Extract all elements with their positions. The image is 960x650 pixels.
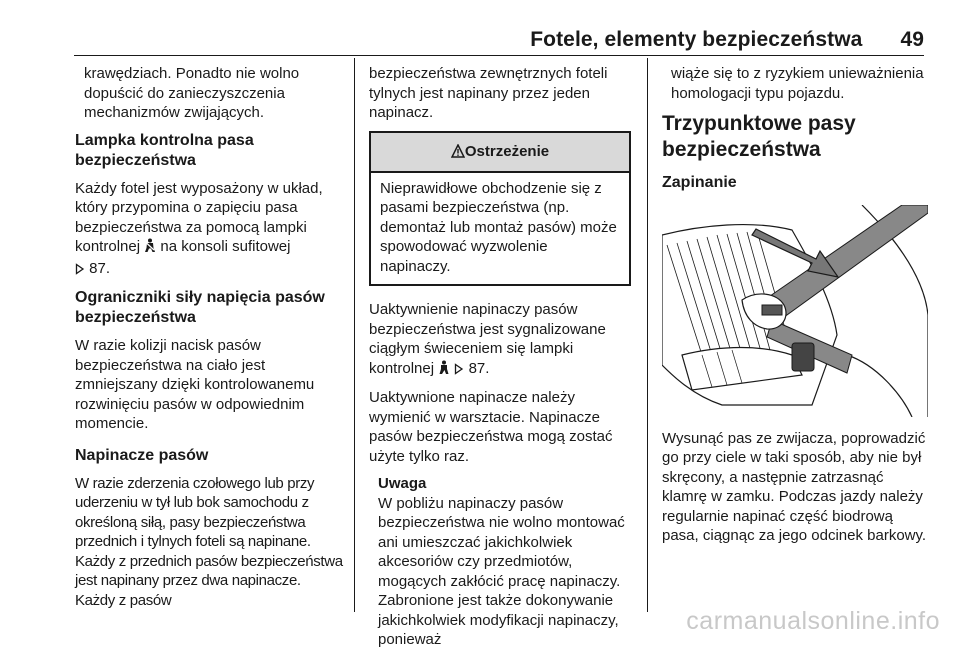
pretensioner-lamp-icon bbox=[438, 360, 450, 381]
warning-title: Ostrzeżenie bbox=[464, 142, 550, 160]
section-heading-lamp: Lampka kontrolna pasa bezpieczeństwa bbox=[75, 131, 254, 169]
watermark: carmanualsonline.info bbox=[686, 607, 940, 635]
continuation-text: wiąże się to z ryzykiem unieważnienia homologacji typu pojazdu. bbox=[671, 65, 924, 102]
section-heading-three-point-belts: Trzypunktowe pasy bezpieczeństwa bbox=[662, 112, 856, 161]
activation-page-ref[interactable]: 87. bbox=[468, 359, 490, 377]
paragraph-replacement: Uaktywnione napinacze należy wymienić w warsztacie. Napinacze pasów bezpieczeństwa mogą zostać użyte tylko raz. bbox=[369, 389, 613, 465]
lamp-text: Każdy fotel jest wyposażony w układ, który przypomina o zapięciu pasa bezpieczeństwa za pomocą lampki kontrolnej bbox=[75, 179, 323, 255]
section-heading-pretensioners: Napinacze pasów bbox=[75, 446, 209, 464]
paragraph-fastening-instructions: Wysunąć pas ze zwijacza, poprowadzić go przy ciele w taki sposób, aby nie był skręcony, a następnie zatrzasnąć klamrę w zamku. Podczas jazdy należy regularnie napinać część biodrową pasa, ciągnąc za jego odcinek barkowy. bbox=[662, 429, 927, 544]
note-box bbox=[369, 474, 631, 650]
section-heading-limiters: Ograniczniki siły napięcia pasów bezpieczeństwa bbox=[75, 289, 325, 326]
page-header bbox=[74, 28, 924, 58]
paragraph-activation bbox=[369, 300, 631, 380]
page-title: Fotele, elementy bezpieczeństwa bbox=[530, 28, 863, 51]
lamp-text-continued: na konsoli sufitowej bbox=[160, 238, 291, 255]
seatbelt-fastening-illustration bbox=[662, 205, 928, 417]
paragraph-lamp bbox=[75, 179, 343, 281]
column-divider-1 bbox=[354, 58, 355, 612]
column-2 bbox=[369, 64, 631, 650]
page-number: 49 bbox=[900, 28, 924, 51]
warning-box bbox=[369, 131, 631, 287]
column-1 bbox=[75, 64, 343, 618]
warning-header bbox=[371, 133, 629, 173]
warning-triangle-icon bbox=[451, 135, 465, 173]
header-rule bbox=[74, 55, 924, 56]
subheading-fastening: Zapinanie bbox=[662, 174, 737, 191]
note-text: W pobliżu napinaczy pasów bezpieczeństwa nie wolno montować ani umieszczać jakichkolwiek akcesoriów czy przedmiotów, mogących zakłócić pracę napinaczy. Zabronione jest także dokonywanie jakichkolwiek modyfikacji napinaczy, ponieważ bbox=[378, 494, 625, 648]
paragraph-limiters: W razie kolizji nacisk pasów bezpieczeństwa na ciało jest zmniejszany dzięki kontrolowanemu rozwinięciu pasów w odpowiednim momencie. bbox=[75, 337, 315, 432]
reference-arrow-icon bbox=[75, 261, 85, 281]
continuation-text: krawędziach. Ponadto nie wolno dopuścić do zanieczyszczenia mechanizmów zwijających. bbox=[84, 65, 300, 121]
column-divider-2 bbox=[647, 58, 648, 612]
activation-text: Uaktywnienie napinaczy pasów bezpieczeństwa jest sygnalizowane ciągłym świeceniem się lampki kontrolnej bbox=[369, 301, 606, 377]
column-3 bbox=[662, 64, 928, 554]
note-title: Uwaga bbox=[378, 475, 427, 492]
warning-body: Nieprawidłowe obchodzenie się z pasami bezpieczeństwa (np. demontaż lub montaż pasów) może spowodować wyzwolenie napinaczy. bbox=[380, 179, 617, 275]
reference-arrow-icon bbox=[454, 361, 464, 381]
seatbelt-lamp-icon bbox=[144, 238, 156, 259]
paragraph-pretensioners: W razie zderzenia czołowego lub przy uderzeniu w tył lub bok samochodu z określoną siłą, pasy bezpieczeństwa przednich i tylnych foteli są napinane. Każdy z przednich pasów bezpieczeństwa jest napinany przez dwa napinacze. Każdy z pasów bbox=[75, 474, 343, 609]
continuation-text: bezpieczeństwa zewnętrznych foteli tylnych jest napinany przez jeden napinacz. bbox=[369, 65, 608, 121]
lamp-page-ref[interactable]: 87. bbox=[89, 259, 111, 277]
